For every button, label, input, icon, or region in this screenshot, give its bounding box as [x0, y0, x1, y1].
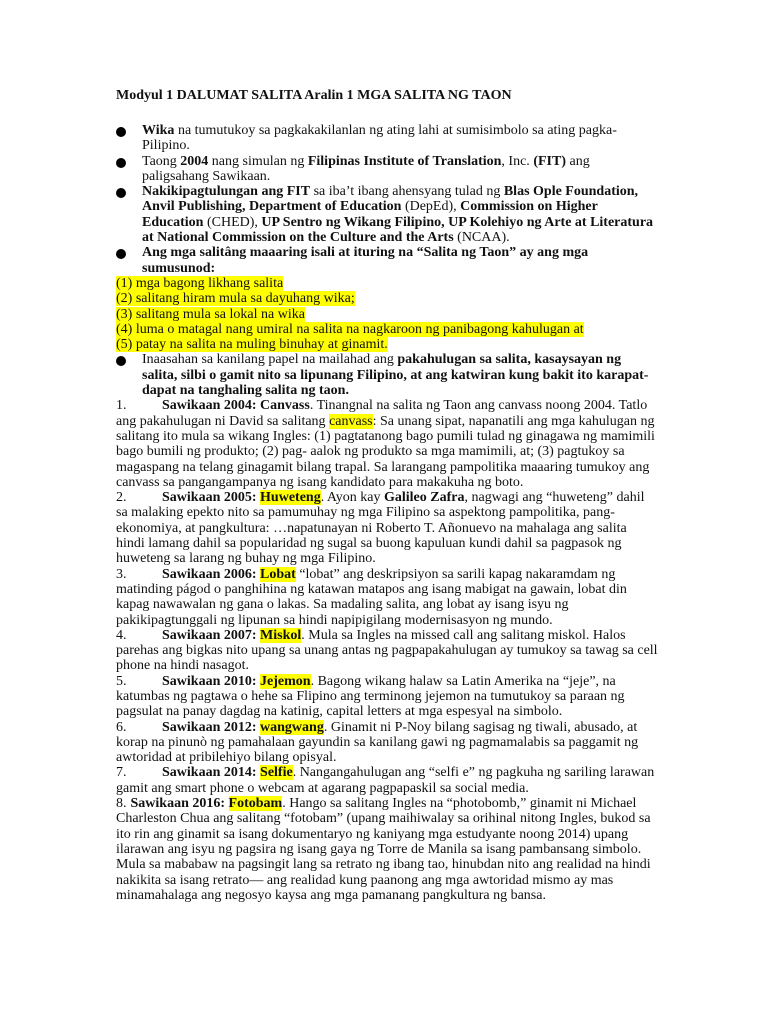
entry-text: [116, 398, 655, 489]
entry-text: [116, 765, 654, 795]
text-run: Wika: [142, 123, 175, 138]
entry-number: 6.: [116, 719, 127, 735]
text-run: (CHED),: [203, 214, 262, 230]
sawikaan-entry-2016: [116, 796, 658, 903]
bullet-item-partners: [116, 184, 658, 245]
text-run: Nakikipagtulungan ang FIT: [142, 184, 311, 200]
entry-text: [116, 490, 644, 566]
entry-text: [116, 567, 627, 628]
sawikaan-entry-2006: [116, 567, 658, 628]
text-run: (DepEd),: [401, 199, 461, 215]
highlighted-term: Fotobam: [228, 796, 283, 812]
entry-number: 4.: [116, 627, 127, 643]
text-run: . Ayon kay: [320, 490, 384, 506]
highlighted-term: canvass: [329, 413, 373, 429]
entry-number: 3.: [116, 566, 127, 582]
text-run: pakahulugan sa salita, kasaysayan ng salita, silbi o gamit nito sa lipunang Filipino, at ang katwiran kung bakit ito karapat-dapat na tanghaling salita ng taon.: [142, 352, 649, 399]
criteria-item: (5) patay na salita na muling binuhay at ginamit.: [116, 337, 388, 353]
entry-text: [116, 628, 658, 674]
text-run: Sawikaan 2004: Canvass: [162, 398, 310, 414]
text-run: nang simulan ng: [208, 153, 308, 169]
text-run: (FIT): [533, 153, 566, 169]
sawikaan-entries: [116, 398, 658, 903]
bullet-item-wika: [116, 123, 658, 154]
highlighted-term: Miskol: [260, 627, 302, 643]
criteria-list: [116, 276, 658, 352]
entry-text: [116, 720, 638, 766]
criteria-item: (3) salitang mula sa lokal na wika: [116, 306, 305, 322]
text-run: Sawikaan 2014:: [162, 765, 261, 781]
text-run: ang paligsahang Sawikaan.: [142, 153, 590, 184]
text-run: Taong: [142, 153, 181, 169]
text-run: UP Sentro ng Wikang Filipino, UP Kolehiyo ng Arte at Literatura at National Commission on the Culture and the Arts: [142, 214, 654, 246]
text-run: . Nangangahulugan ang “selfi e” ng pagkuha ng sariling larawan gamit ang smart phone o webcam at agarang pagpapaskil sa social media.: [116, 765, 655, 796]
bullet-dot-icon: [116, 127, 126, 137]
document-title: Modyul 1 DALUMAT SALITA Aralin 1 MGA SALITA NG TAON: [116, 88, 512, 103]
bullet-item-criteria-intro: [116, 245, 658, 276]
sawikaan-entry-2005: [116, 490, 658, 566]
text-run: Sawikaan 2005:: [162, 490, 261, 506]
text-run: na tumutukoy sa pagkakakilanlan ng ating lahi at sumisimbolo sa ating pagka-Pilipino.: [142, 123, 617, 154]
text-run: Sawikaan 2010:: [162, 673, 261, 689]
text-run: “lobat” ang deskripsiyon sa sarili kapag nakaramdam ng matinding págod o panghihina ng katawan matapos ang isang mabigat na gawain, lobat din kapag nawawalan ng gana o lakas. Sa madaling salita, ang lobat ay isang isyu ng pakikipagtunggali ng lipunan sa hindi napipigilang modernisasyon ng mundo.: [116, 566, 627, 628]
criteria-item: (2) salitang hiram mula sa dayuhang wika;: [116, 291, 355, 307]
entry-number: 2.: [116, 490, 127, 506]
bullet-dot-icon: [116, 188, 126, 198]
bullet-text: [142, 154, 590, 184]
bullet-dot-icon: [116, 158, 126, 168]
text-run: Ang mga salitâng maaaring isali at ituring na “Salita ng Taon” ay ang mga sumusunod:: [142, 245, 589, 276]
text-run: Sawikaan 2006:: [162, 566, 261, 582]
highlighted-term: Huweteng: [260, 490, 321, 506]
bullet-item-expectations: [116, 352, 658, 398]
highlighted-term: Lobat: [260, 566, 296, 582]
sawikaan-entry-2012: [116, 720, 658, 766]
text-run: . Hango sa salitang Ingles na “photobomb,” ginamit ni Michael Charleston Chua ang salitang “fotobam” (upang maihiwalay sa orihinal nitong Ingles, bukod sa ito rin ang ginamit sa isang dokumentaryo ng kaniyang mga estudyante noong 2014) upang ilarawan ang isyu ng pagsira ng isang gaya ng Torre de Manila sa isang pambansang simbolo. Mula sa mababaw na pagsingit lang sa retrato ng ibang tao, hinubdan nito ang realidad na hindi nakikita sa isang retrato— ang realidad kung paanong ang mga awtoridad mismo ay mas minamahalaga ang negosyo kaysa ang mga pamanang pangkultura ng bansa.: [116, 796, 651, 903]
bullet-list: [116, 123, 658, 276]
entry-text: [116, 674, 625, 720]
text-run: sa iba’t ibang ahensyang tulad ng: [310, 184, 504, 200]
text-run: Commission on Higher Education: [142, 199, 598, 230]
text-run: : Sa unang sipat, napanatili ang mga kahulugan ng salitang ito mula sa wikang Ingles: (1) pagtatanong bago pumili tulad ng ginagawa ng mamimili bago bumili ng produkto; (2) pag- aalok ng produkto sa mga mamimili, at; (3) pagtukoy sa magaspang na telang ginagamit bilang trapal. Sa larangang pampolitika maaaring tumukoy ang canvass sa pangangampanya ng isang kandidato para makakuha ng boto.: [116, 413, 655, 490]
sawikaan-entry-2004: [116, 398, 658, 490]
bullet-dot-icon: [116, 356, 126, 366]
entry-number: 7.: [116, 765, 127, 781]
bullet-text: [142, 184, 653, 245]
text-run: Inaasahan sa kanilang papel na mailahad ang: [142, 352, 398, 368]
bullet-text: [142, 352, 648, 398]
criteria-item: (4) luma o matagal nang umiral na salita na nagkaroon ng panibagong kahulugan at: [116, 321, 584, 337]
entry-number: 5.: [116, 673, 127, 689]
bullet-text: [142, 123, 617, 153]
sawikaan-entry-2010: [116, 674, 658, 720]
text-run: . Tinangnal na salita ng Taon ang canvass noong 2004. Tatlo ang pakahulugan ni David sa salitang: [116, 398, 648, 429]
text-run: Blas Ople Foundation, Anvil Publishing, Department of Education: [142, 184, 639, 215]
sawikaan-entry-2007: [116, 628, 658, 674]
text-run: (NCAA).: [453, 230, 510, 246]
text-run: . Ginamit ni P-Noy bilang sagisag ng tiwali, abusado, at korap na pinunò ng pamahalaan gayundin sa kanilang gawi ng pagmamalabis sa paggamit ng awtoridad at pribilehiyo bilang opisyal.: [116, 719, 639, 766]
entry-number: 8.: [116, 796, 127, 812]
text-run: . Bagong wikang halaw sa Latin Amerika na “jeje”, na katumbas ng pagtawa o hehe sa Flipino ang terminong jejemon na tumutukoy sa paraan ng pagsulat na panay dagdag na katinig, capital letters at mga espesyal na simbolo.: [116, 673, 625, 720]
highlighted-term: Selfie: [260, 765, 293, 781]
highlighted-term: wangwang: [260, 719, 324, 735]
bullet-list-2: [116, 352, 658, 398]
text-run: Sawikaan 2016:: [130, 796, 229, 812]
text-run: , nagwagi ang “huweteng” dahil sa malaking epekto nito sa pamumuhay ng mga Filipino sa aspektong pampolitika, pang- ekonomiya, at pangkultura: …napatunayan ni Roberto T. Añonuevo na mahalaga ang salita hindi lamang dahil sa popularidad ng sugal sa buong kapuluan kundi dahil sa pagpasok ng huweteng sa larang ng buhay ng mga Filipino.: [116, 490, 645, 567]
text-run: , Inc.: [501, 153, 534, 169]
entry-text: [116, 796, 651, 903]
text-run: Sawikaan 2012:: [162, 719, 261, 735]
bullet-dot-icon: [116, 249, 126, 259]
text-run: 2004: [180, 153, 209, 169]
bullet-item-fit-2004: [116, 154, 658, 185]
highlighted-term: Jejemon: [260, 673, 311, 689]
text-run: Galileo Zafra: [383, 490, 465, 506]
text-run: . Mula sa Ingles na missed call ang salitang miskol. Halos parehas ang bigkas nito upang sa unang antas ng pagpapakahulugan ay tumukoy sa tawag sa cell phone na hindi nasagot.: [116, 627, 658, 674]
text-run: Filipinas Institute of Translation: [307, 153, 502, 169]
text-run: Sawikaan 2007:: [162, 627, 261, 643]
criteria-item: (1) mga bagong likhang salita: [116, 275, 284, 291]
sawikaan-entry-2014: [116, 765, 658, 796]
bullet-text: [142, 245, 588, 275]
entry-number: 1.: [116, 398, 127, 414]
